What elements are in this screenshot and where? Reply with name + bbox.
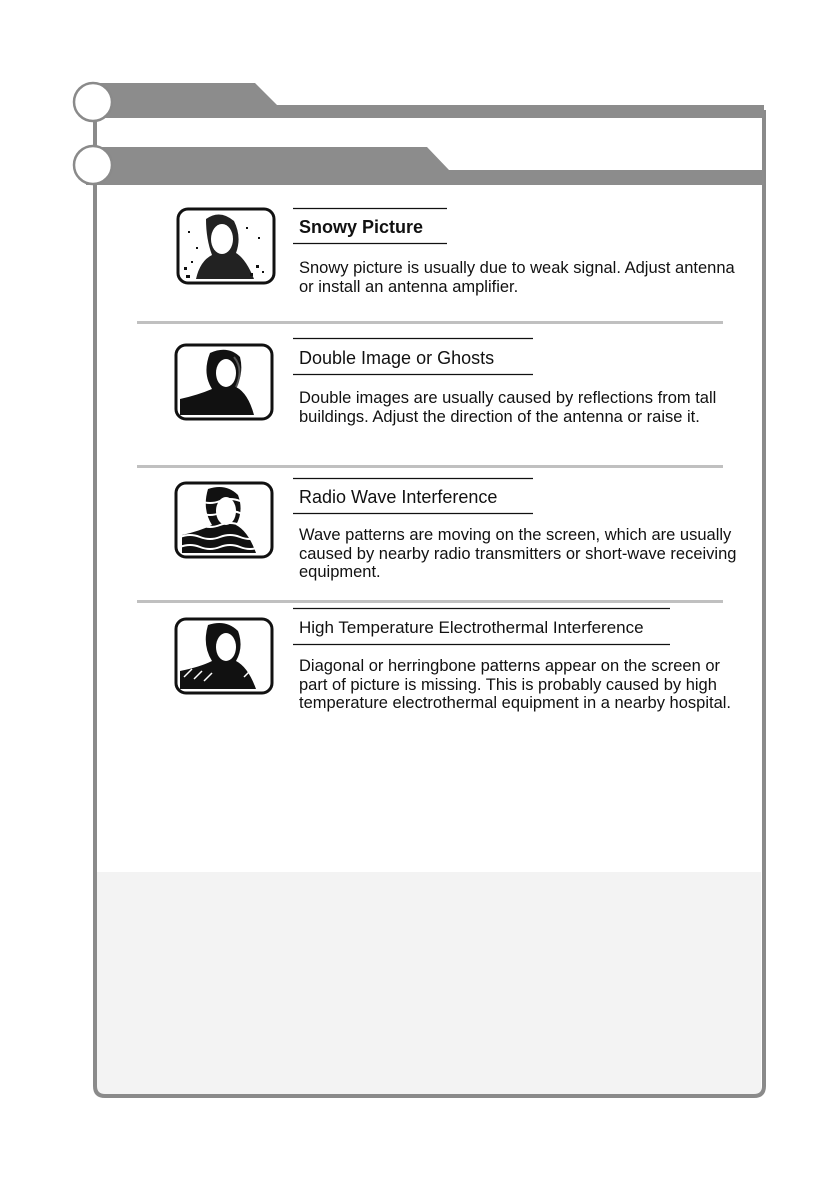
item-description: Wave patterns are moving on the screen, which are usually caused by nearby radio transmitters or short-wave receiving equipment. xyxy=(299,526,737,581)
item-description: Double images are usually caused by reflections from tall buildings. Adjust the direction of the antenna or raise it. xyxy=(299,389,717,426)
item-description: Diagonal or herringbone patterns appear on the screen or part of picture is missing. This is probably caused by high temperature electrothermal equipment in a nearby hospital. xyxy=(299,657,731,712)
header-bar-top xyxy=(86,83,764,118)
separator-3 xyxy=(137,600,723,603)
double-image-tv-icon xyxy=(174,343,274,423)
radio-wave-tv-icon xyxy=(174,481,274,561)
item-title: Radio Wave Interference xyxy=(299,487,498,507)
snowy-picture-tv-icon xyxy=(176,207,276,287)
item-title: Double Image or Ghosts xyxy=(299,348,495,368)
footer-panel xyxy=(97,872,761,1094)
item-title: High Temperature Electrothermal Interference xyxy=(299,618,644,637)
separator-2 xyxy=(137,465,723,468)
header-circle-second xyxy=(74,146,112,184)
header-circle-top xyxy=(74,83,112,121)
herringbone-tv-icon xyxy=(174,617,274,697)
header-bar-second xyxy=(86,147,764,185)
item-title: Snowy Picture xyxy=(299,217,424,237)
item-description: Snowy picture is usually due to weak signal. Adjust antenna or install an antenna amplifier. xyxy=(299,259,735,296)
separator-1 xyxy=(137,321,723,324)
